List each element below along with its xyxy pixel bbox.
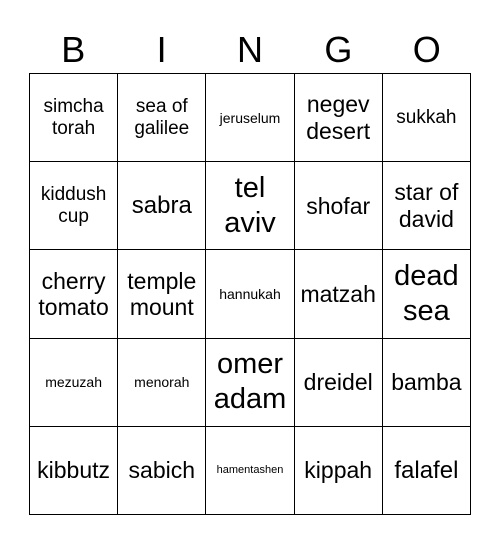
bingo-cell[interactable]: dreidel [295, 339, 383, 427]
bingo-cell[interactable]: menorah [118, 339, 206, 427]
bingo-cell[interactable]: jeruselum [206, 74, 294, 162]
bingo-cell[interactable]: sabich [118, 427, 206, 515]
bingo-card-grid [29, 73, 471, 515]
bingo-cell[interactable]: hannukah [206, 250, 294, 338]
bingo-cell[interactable]: cherry tomato [30, 250, 118, 338]
bingo-cell[interactable]: sukkah [383, 74, 471, 162]
bingo-cell[interactable]: star of david [383, 162, 471, 250]
bingo-cell[interactable]: mezuzah [30, 339, 118, 427]
bingo-cell[interactable]: omer adam [206, 339, 294, 427]
bingo-cell[interactable]: shofar [295, 162, 383, 250]
bingo-cell[interactable]: temple mount [118, 250, 206, 338]
header-letter-i: I [156, 29, 167, 70]
header-letter-b: B [61, 29, 86, 70]
bingo-cell[interactable]: kiddush cup [30, 162, 118, 250]
bingo-cell[interactable]: matzah [295, 250, 383, 338]
header-letter-g: G [324, 29, 353, 70]
header-letter-n: N [236, 29, 263, 70]
bingo-cell[interactable]: tel aviv [206, 162, 294, 250]
bingo-cell[interactable]: falafel [383, 427, 471, 515]
bingo-cell[interactable]: sea of galilee [118, 74, 206, 162]
bingo-cell[interactable]: sabra [118, 162, 206, 250]
header-letter-o: O [412, 29, 441, 70]
bingo-header [29, 26, 471, 74]
bingo-cell[interactable]: dead sea [383, 250, 471, 338]
bingo-cell[interactable]: kippah [295, 427, 383, 515]
bingo-cell[interactable]: hamentashen [206, 427, 294, 515]
bingo-cell[interactable]: bamba [383, 339, 471, 427]
bingo-cell[interactable]: simcha torah [30, 74, 118, 162]
bingo-cell[interactable]: negev desert [295, 74, 383, 162]
bingo-cell[interactable]: kibbutz [30, 427, 118, 515]
